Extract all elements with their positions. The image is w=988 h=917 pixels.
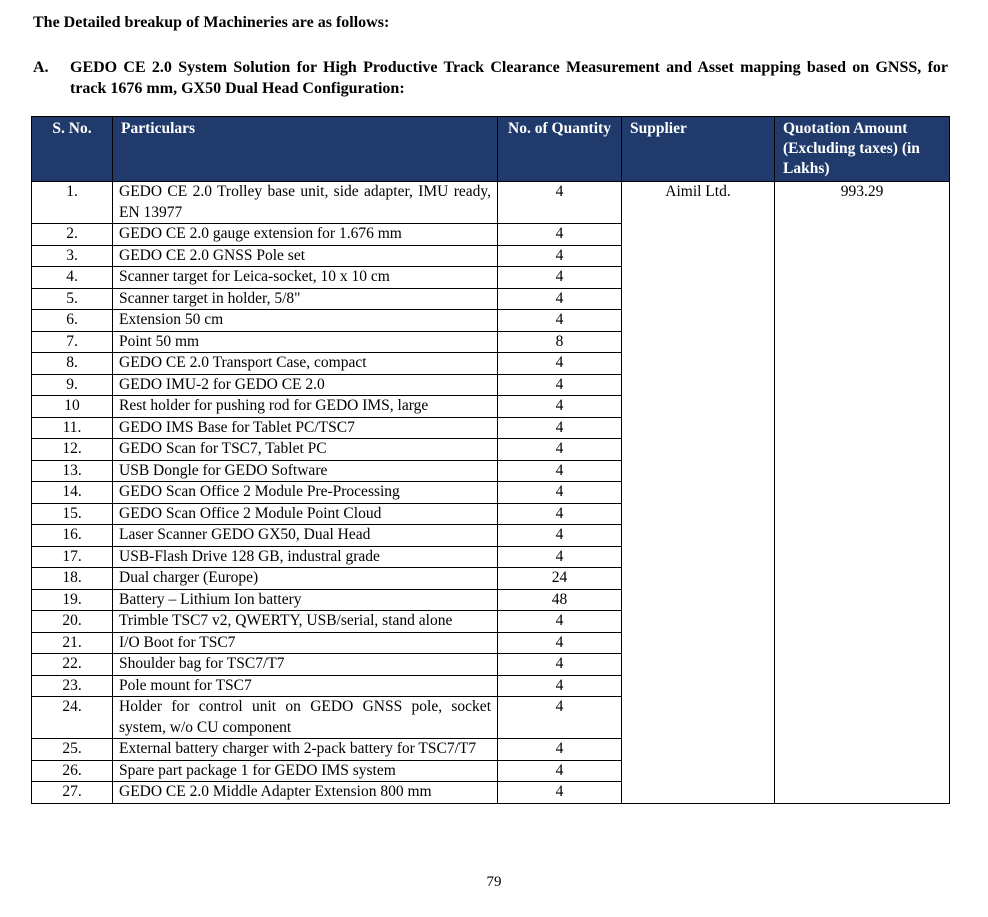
cell-sno: 6. bbox=[32, 310, 113, 332]
cell-sno: 12. bbox=[32, 439, 113, 461]
cell-quantity: 48 bbox=[498, 589, 622, 611]
cell-sno: 5. bbox=[32, 288, 113, 310]
cell-quantity: 4 bbox=[498, 546, 622, 568]
cell-particulars: Pole mount for TSC7 bbox=[113, 675, 498, 697]
cell-particulars: GEDO Scan for TSC7, Tablet PC bbox=[113, 439, 498, 461]
cell-quantity: 4 bbox=[498, 654, 622, 676]
cell-particulars: Scanner target for Leica-socket, 10 x 10 cm bbox=[113, 267, 498, 289]
cell-sno: 11. bbox=[32, 417, 113, 439]
cell-particulars: GEDO CE 2.0 Trolley base unit, side adapter, IMU ready, EN 13977 bbox=[113, 182, 498, 224]
col-header-supplier: Supplier bbox=[622, 117, 775, 182]
cell-sno: 4. bbox=[32, 267, 113, 289]
cell-particulars: GEDO Scan Office 2 Module Pre-Processing bbox=[113, 482, 498, 504]
cell-particulars: Point 50 mm bbox=[113, 331, 498, 353]
cell-particulars: USB Dongle for GEDO Software bbox=[113, 460, 498, 482]
cell-particulars: Holder for control unit on GEDO GNSS pole, socket system, w/o CU component bbox=[113, 697, 498, 739]
cell-particulars: USB-Flash Drive 128 GB, industral grade bbox=[113, 546, 498, 568]
cell-particulars: Dual charger (Europe) bbox=[113, 568, 498, 590]
cell-sno: 26. bbox=[32, 760, 113, 782]
cell-quantity: 4 bbox=[498, 396, 622, 418]
col-header-particulars: Particulars bbox=[113, 117, 498, 182]
cell-sno: 3. bbox=[32, 245, 113, 267]
table-row bbox=[32, 182, 950, 224]
cell-quantity: 4 bbox=[498, 760, 622, 782]
cell-particulars: Scanner target in holder, 5/8" bbox=[113, 288, 498, 310]
table-header-row bbox=[32, 117, 950, 182]
cell-sno: 2. bbox=[32, 224, 113, 246]
col-header-amount: Quotation Amount (Excluding taxes) (in Lakhs) bbox=[775, 117, 950, 182]
cell-sno: 21. bbox=[32, 632, 113, 654]
cell-particulars: GEDO Scan Office 2 Module Point Cloud bbox=[113, 503, 498, 525]
cell-quantity: 4 bbox=[498, 611, 622, 633]
cell-particulars: GEDO CE 2.0 GNSS Pole set bbox=[113, 245, 498, 267]
cell-quantity: 4 bbox=[498, 632, 622, 654]
cell-quantity: 8 bbox=[498, 331, 622, 353]
cell-supplier: Aimil Ltd. bbox=[622, 182, 775, 804]
cell-quantity: 4 bbox=[498, 697, 622, 739]
page-heading: The Detailed breakup of Machineries are as follows: bbox=[33, 14, 390, 31]
cell-quantity: 4 bbox=[498, 417, 622, 439]
cell-quantity: 4 bbox=[498, 503, 622, 525]
cell-particulars: External battery charger with 2-pack battery for TSC7/T7 bbox=[113, 739, 498, 761]
cell-sno: 23. bbox=[32, 675, 113, 697]
table-body bbox=[32, 182, 950, 804]
cell-sno: 24. bbox=[32, 697, 113, 739]
cell-sno: 16. bbox=[32, 525, 113, 547]
cell-quantity: 4 bbox=[498, 460, 622, 482]
cell-sno: 27. bbox=[32, 782, 113, 804]
cell-sno: 22. bbox=[32, 654, 113, 676]
machinery-table bbox=[31, 116, 950, 804]
cell-quantity: 4 bbox=[498, 675, 622, 697]
cell-particulars: Trimble TSC7 v2, QWERTY, USB/serial, stand alone bbox=[113, 611, 498, 633]
cell-quantity: 4 bbox=[498, 267, 622, 289]
cell-sno: 1. bbox=[32, 182, 113, 224]
col-header-sno: S. No. bbox=[32, 117, 113, 182]
cell-quantity: 4 bbox=[498, 245, 622, 267]
cell-sno: 15. bbox=[32, 503, 113, 525]
cell-sno: 10 bbox=[32, 396, 113, 418]
cell-particulars: GEDO IMU-2 for GEDO CE 2.0 bbox=[113, 374, 498, 396]
cell-sno: 17. bbox=[32, 546, 113, 568]
cell-quantity: 4 bbox=[498, 182, 622, 224]
cell-particulars: Extension 50 cm bbox=[113, 310, 498, 332]
cell-particulars: GEDO CE 2.0 gauge extension for 1.676 mm bbox=[113, 224, 498, 246]
cell-particulars: Rest holder for pushing rod for GEDO IMS, large bbox=[113, 396, 498, 418]
cell-quantity: 4 bbox=[498, 288, 622, 310]
col-header-quantity: No. of Quantity bbox=[498, 117, 622, 182]
cell-particulars: GEDO CE 2.0 Transport Case, compact bbox=[113, 353, 498, 375]
cell-sno: 7. bbox=[32, 331, 113, 353]
cell-quantity: 4 bbox=[498, 353, 622, 375]
cell-quantity: 4 bbox=[498, 525, 622, 547]
cell-sno: 14. bbox=[32, 482, 113, 504]
cell-sno: 20. bbox=[32, 611, 113, 633]
cell-sno: 9. bbox=[32, 374, 113, 396]
cell-quantity: 4 bbox=[498, 374, 622, 396]
cell-quantity: 4 bbox=[498, 782, 622, 804]
cell-sno: 18. bbox=[32, 568, 113, 590]
cell-quantity: 4 bbox=[498, 310, 622, 332]
cell-sno: 8. bbox=[32, 353, 113, 375]
cell-sno: 13. bbox=[32, 460, 113, 482]
cell-particulars: GEDO CE 2.0 Middle Adapter Extension 800 mm bbox=[113, 782, 498, 804]
cell-particulars: Laser Scanner GEDO GX50, Dual Head bbox=[113, 525, 498, 547]
cell-quantity: 24 bbox=[498, 568, 622, 590]
cell-quantity: 4 bbox=[498, 439, 622, 461]
cell-quantity: 4 bbox=[498, 224, 622, 246]
cell-particulars: I/O Boot for TSC7 bbox=[113, 632, 498, 654]
cell-sno: 25. bbox=[32, 739, 113, 761]
cell-particulars: Shoulder bag for TSC7/T7 bbox=[113, 654, 498, 676]
cell-quotation-amount: 993.29 bbox=[775, 182, 950, 804]
cell-particulars: Spare part package 1 for GEDO IMS system bbox=[113, 760, 498, 782]
section-title-text: GEDO CE 2.0 System Solution for High Productive Track Clearance Measurement and Asset mapping based on GNSS, for track 1676 mm, GX50 Dual Head Configuration: bbox=[70, 59, 948, 97]
cell-quantity: 4 bbox=[498, 739, 622, 761]
section-a-title bbox=[33, 57, 948, 99]
cell-particulars: GEDO IMS Base for Tablet PC/TSC7 bbox=[113, 417, 498, 439]
cell-quantity: 4 bbox=[498, 482, 622, 504]
cell-particulars: Battery – Lithium Ion battery bbox=[113, 589, 498, 611]
cell-sno: 19. bbox=[32, 589, 113, 611]
page-number: 79 bbox=[486, 874, 502, 890]
section-letter: A. bbox=[33, 59, 49, 76]
